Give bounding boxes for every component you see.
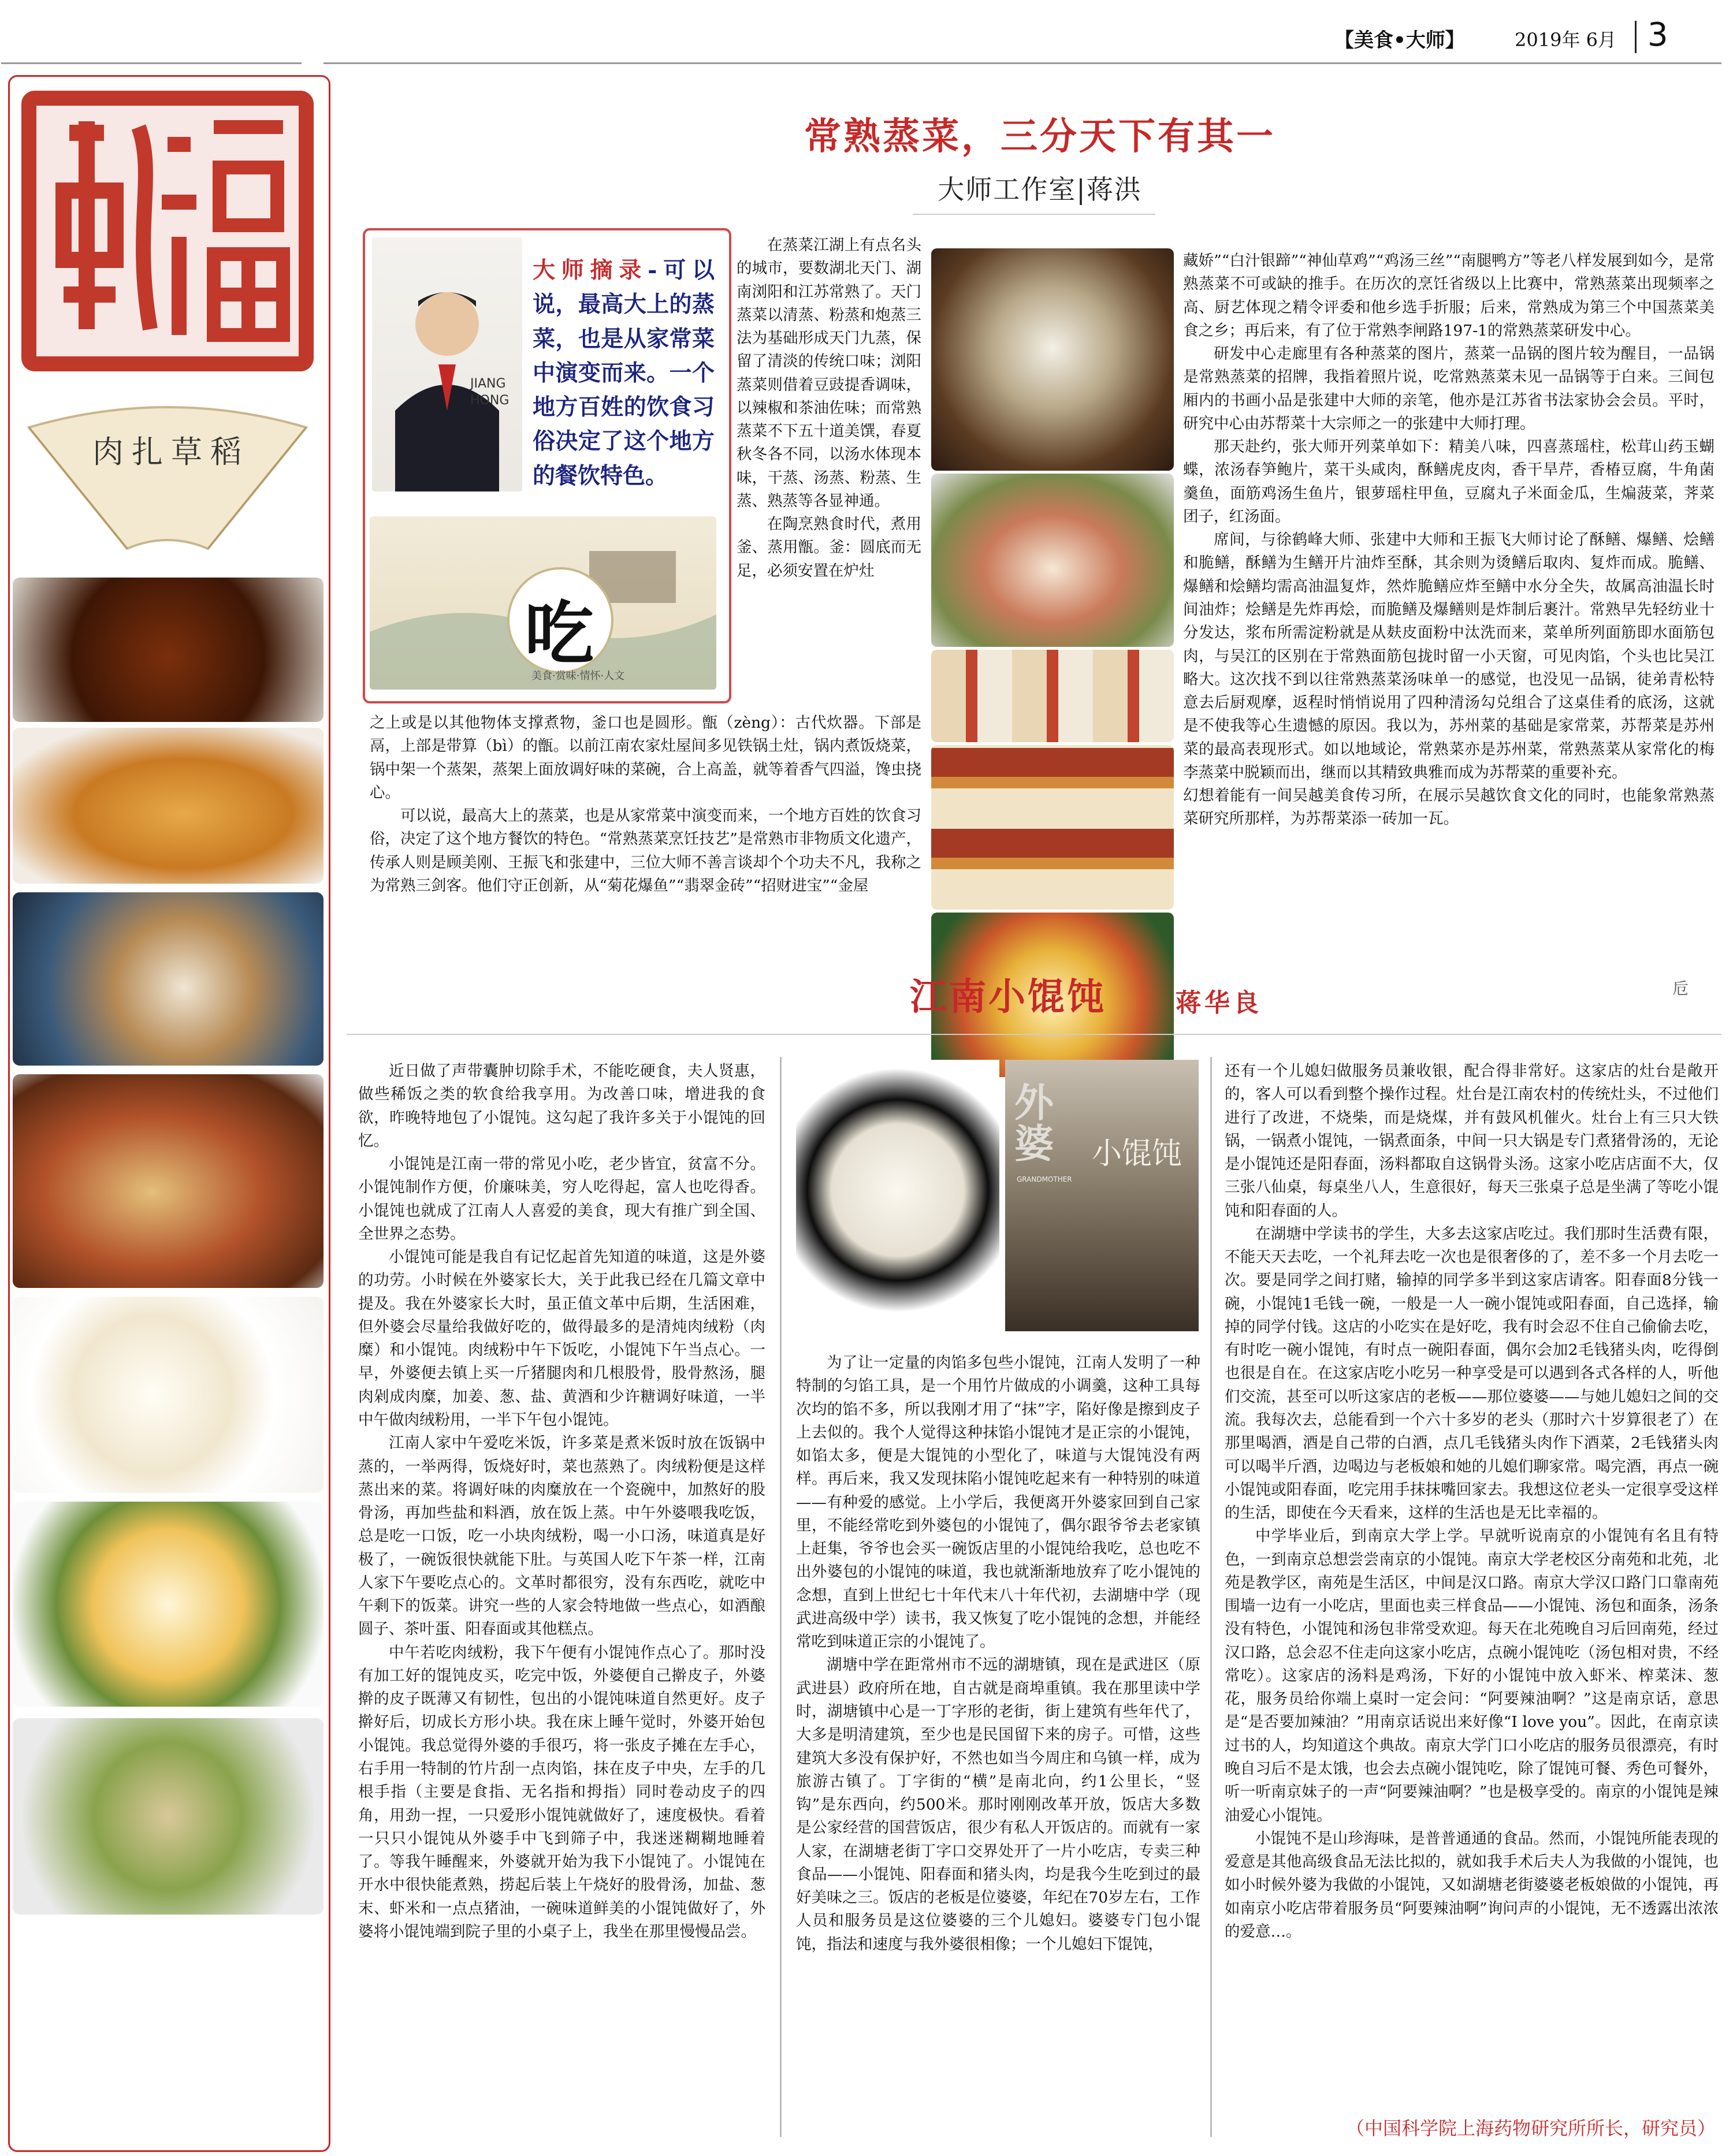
article1-column-wide	[370, 712, 921, 898]
paragraph: 幻想着能有一间吴越美食传习所，在展示吴越饮食文化的同时，也能象常熟蒸菜研究所那样，为苏帮菜添一砖加一瓦。	[1183, 787, 1715, 828]
paragraph: 近日做了声带囊肿切除手术，不能吃硬食，夫人贤惠，做些稀饭之类的软食给我享用。为改善口味，增进我的食欲，昨晚特地包了小馄饨。这勾起了我许多关于小馄饨的回忆。	[358, 1062, 765, 1150]
paragraph: 湖塘中学在距常州市不远的湖塘镇，现在是武进区（原武进县）政府所在地，自古就是商埠重镇。我在那里读中学时，湖塘镇中心是一丁字形的老街，街上建筑有些年代了，大多是明清建筑，至少也是民国留下来的房子。可惜，这些建筑大多没有保护好，不然也如当今周庄和乌镇一样，成为旅游古镇了。丁字街的“横”是南北向，约1公里长，“竖钩”是东西向，约500米。那时刚刚改革开放，饭店大多数是公家经营的国营饭店，很少有私人开饭店的。而就有一家人家，在湖塘老街丁字口交界处开了一片小吃店，专卖三种食品——小馄饨、阳春面和猪头肉，均是我今生吃到过的最好美味之三。饭店的老板是位婆婆，年纪在70岁左右，工作人员和服务员是这位婆婆的三个儿媳妇。婆婆专门包小馄饨，指法和速度与我外婆很相像；一个儿媳妇下馄饨，	[796, 1656, 1200, 1953]
column-divider	[780, 1057, 782, 2137]
page-number: 3	[1648, 16, 1668, 54]
paragraph: 为了让一定量的肉馅多包些小馄饨，江南人发明了一种特制的匀馅工具，是一个用竹片做成的小调羹，这种工具每次均的馅不多，所以我刚才用了“抹”字，陷好像是擦到皮子上去似的。我个人觉得这种抹馅小馄饨才是正宗的小馄饨，如馅太多，便是大馄饨的小型化了，味道与大馄饨没有两样。再后来，我又发现抹陷小馄饨吃起来有一种特别的味道——有种爱的感觉。上小学后，我便离开外婆家回到自己家里，不能经常吃到外婆包的小馄饨了，偶尔跟爷爷去老家镇上赶集，爷爷也会买一碗饭店里的小馄饨给我吃，总也吃不出外婆包的小馄饨的味道，我也就渐渐地放弃了吃小馄饨的念想，直到上世纪七十年代末八十年代初，去湖塘中学（现武进高级中学）读书，我又恢复了吃小馄饨的念想，并能经常吃到味道正宗的小馄饨了。	[796, 1354, 1200, 1651]
paragraph: 之上或是以其他物体支撑煮物，釜口也是圆形。甑（zèng）：古代炊器。下部是鬲，上部是带算（bì）的甑。以前江南农家灶屋间多见铁锅土灶，锅内煮饭烧菜，锅中架一个蒸架，蒸架上面放调好味的菜碗，合上高盖，就等着香气四溢，馋虫挠心。	[370, 714, 921, 802]
paragraph: 席间，与徐鹤峰大师、张建中大师和王振飞大师讨论了酥鳝、爆鳝、烩鳝和脆鳝，酥鳝为生鳝开片油炸至酥，其余则为烫鳝后取肉、复炸而成。脆鳝、爆鳝和烩鳝均需高油温复炸，然炸脆鳝应炸至鳝中水分全失，故属高油温长时间油炸；烩鳝是先炸再烩，而脆鳝及爆鳝则是炸制后裹汁。常熟早先轻纺业十分发达，浆布所需淀粉就是从麸皮面粉中汰洗而来，菜单所列面筋即水面筋包肉，与吴江的区别在于常熟面筋包拢时留一小天窗，可见肉馅，个头也比吴江略大。这次找不到以往常熟蒸菜汤味单一的感觉，也没见一品锅，徒弟青松特意去后厨观摩，返程时悄悄说用了四种清汤勾兑组合了这桌佳肴的底汤，这就是不使我等心生遗憾的原因。我以为，苏州菜的基础是家常菜，苏帮菜是苏州菜的最高表现形式。如以地域论，常熟菜亦是苏州菜，常熟蒸菜从家常化的梅李蒸菜中脱颖而出，继而以其精致典雅而成为苏帮菜的重要补充。	[1183, 531, 1715, 781]
photo-wonton-shop	[1005, 1060, 1199, 1331]
article1-byline: 大师工作室|蒋洪	[938, 174, 1142, 205]
food-photo-wonton-soup	[13, 1502, 323, 1707]
poster-caption: 美食·赏味·情怀·人文	[531, 670, 625, 682]
article2-column-1	[358, 1060, 765, 1943]
paragraph: 小馄饨可能是我自有记忆起首先知道的味道，这是外婆的功劳。小时候在外婆家长大，关于此我已经在几篇文章中提及。我在外婆家长大时，虽正值文革中后期，生活困难，但外婆会尽量给我做好吃的，做得最多的是清炖肉绒粉（肉糜）和小馄饨。肉绒粉中午下饭吃，小馄饨下午当点心。一早，外婆便去镇上买一斤猪腿肉和几根股骨，股骨熬汤，腿肉剁成肉糜，加姜、葱、盐、黄酒和少许糖调好味道，一半中午做肉绒粉用，一半下午包小馄饨。	[358, 1248, 765, 1429]
food-photo-green-dish	[13, 1718, 323, 1915]
paragraph: 小馄饨不是山珍海味，是普普通通的食品。然而，小馄饨所能表现的爱意是其他高级食品无法比拟的，就如我手术后夫人为我做的小馄饨，也如小时候外婆为我做的小馄饨，又如湖塘老街婆婆老板娘做的小馄饨，再如南京小吃店带着服务员“阿要辣油啊”询问声的小馄饨，无不透露出浓浓的爱意…。	[1225, 1829, 1719, 1941]
article2-column-2	[796, 1351, 1200, 1956]
photo-dish-grid	[931, 745, 1174, 910]
food-photo-crab-dish	[13, 1074, 323, 1288]
article2-top-rule	[347, 1034, 1721, 1035]
seal-image	[17, 87, 318, 375]
article1-title-rule	[913, 214, 1155, 215]
section-label: 【美食•大师】	[1334, 29, 1465, 52]
article1-column-right	[1183, 250, 1715, 831]
fan-text: 肉扎草稻	[92, 434, 250, 470]
article1-title: 常熟蒸菜，三分天下有其一	[804, 115, 1275, 158]
paragraph: 可以说，最高大上的蒸菜，也是从家常菜中演变而来，一个地方百姓的饮食习俗，决定了这个地方餐饮的特色。“常熟蒸菜烹饪技艺”是常熟市非物质文化遗产，传承人则是顾美刚、王振飞和张建中，三位大师不善言谈却个个功夫不凡，我称之为常熟三剑客。他们守正创新，从“菊花爆鱼”“翡翠金砖”“招财进宝”“金屋	[370, 807, 921, 895]
paragraph: 还有一个儿媳妇做服务员兼收银，配合得非常好。这家店的灶台是敞开的，客人可以看到整个操作过程。灶台是江南农村的传统灶头，不过他们进行了改进，不烧柴，而是烧煤，并有鼓风机催火。灶台上有三只大铁锅，一锅煮小馄饨，一锅煮面条，中间一只大锅是专门煮猪骨汤的，无论是小馄饨还是阳春面，汤料都取自这锅骨头汤。这家小吃店店面不大，仅三张八仙桌，每桌坐八人，生意很好，每天三张桌子总是坐满了等吃小馄饨和阳春面的人。	[1225, 1062, 1719, 1220]
header-rule	[323, 62, 1721, 64]
paragraph: 在陶烹熟食时代，煮用釜、蒸用甑。釜：圆底而无足，必须安置在炉灶	[737, 515, 921, 580]
paragraph: 在湖塘中学读书的学生，大多去这家店吃过。我们那时生活费有限，不能天天去吃，一个礼拜去吃一次也是很奢侈的了，差不多一个月去吃一次。要是同学之间打赌，输掉的同学多半到这家店请客。阳春面8分钱一碗，小馄饨1毛钱一碗，一般是一人一碗小馄饨或阳春面，自己选择，输掉的同学付钱。这店的小吃实在是好吃，我有时会忍不住自己偷偷去吃，有时吃一碗小馄饨，有时点一碗阳春面，偶尔会加2毛钱猪头肉，吃得倒也很是自在。在这家店吃小吃另一种享受是可以遇到各式各样的人，听他们交流，甚至可以听这家店的老板——那位婆婆——与她儿媳妇之间的交流。我每次去，总能看到一个六十多岁的老头（那时六十岁算很老了）在那里喝酒，酒是自己带的白酒，点几毛钱猪头肉作下酒菜，2毛钱猪头肉可以喝半斤酒，边喝边与老板娘和她的儿媳们聊家常。喝完酒，再点一碗小馄饨或阳春面，吃完用手抹抹嘴回家去。我想这位老头一定很享受这样的生活，即使在今天看来，这样的生活也是无比幸福的。	[1225, 1224, 1719, 1522]
portrait-name: JIANG HONG	[470, 377, 510, 408]
paragraph: 中学毕业后，到南京大学上学。早就听说南京的小馄饨有名且有特色，一到南京总想尝尝南京的小馄饨。南京大学老校区分南苑和北苑，北苑是教学区，南苑是生活区，中间是汉口路。南京大学汉口路门口靠南苑围墙一边有一小吃店，里面也卖三样食品——小馄饨、汤包和面条，汤条没有特色，小馄饨和汤包非常受欢迎。每天在北苑晚自习后回南苑，经过汉口路，总会忍不住走向这家小吃店，点碗小馄饨吃（汤包相对贵，不经常吃）。这家店的汤料是鸡汤，下好的小馄饨中放入虾米、榨菜沫、葱花，服务员给你端上桌时一定会问：“阿要辣油啊？”这是南京话，意思是“是否要加辣油？”用南京话说出来好像“I love you”。因此，在南京读过书的人，均知道这个典故。南京大学门口小吃店的服务员很漂亮，有时晚自习后不是太饿，也会去点碗小馄饨吃，除了馄饨可餐、秀色可餐外，听一听南京妹子的一声“阿要辣油啊？”也是极享受的。南京的小馄饨是辣油爱心小馄饨。	[1225, 1527, 1719, 1824]
article2-column-3	[1225, 1060, 1719, 1943]
food-photo-fried-cutlet	[13, 728, 323, 884]
end-mark: 卮	[1672, 979, 1689, 998]
food-photo-braised-crab	[13, 578, 323, 722]
photo-steamed-platter	[931, 474, 1174, 647]
portrait-photo	[372, 237, 522, 491]
article1-column-narrow	[737, 234, 921, 583]
quote-label: 大师摘录	[533, 257, 648, 284]
food-photo-soup-bowl	[13, 892, 323, 1066]
paragraph: 藏娇”“白汁银蹄”“神仙草鸡”“鸡汤三丝”“南腿鸭方”等老八样发展到如今，是常熟蒸菜不可或缺的推手。在历次的烹饪省级以上比赛中，常熟蒸菜出现频率之高、厨艺体现之精令评委和他乡选手折服；后来，常熟成为第三个中国蒸菜美食之乡；再后来，有了位于常熟李闸路197-1的常熟蒸菜研发中心。	[1183, 252, 1715, 340]
paragraph: 中午若吃肉绒粉，我下午便有小馄饨作点心了。那时没有加工好的馄饨皮买，吃完中饭，外婆便自己擀皮子，外婆擀的皮子既薄又有韧性，包出的小馄饨味道自然更好。皮子擀好后，切成长方形小块。我在床上睡午觉时，外婆开始包小馄饨。我总觉得外婆的手很巧，将一张皮子摊在左手心，右手用一特制的竹片刮一点肉馅，抹在皮子中央，左手的几根手指（主要是食指、无名指和拇指）同时卷动皮子的四角，用劲一捏，一只爱形小馄饨就做好了，速度极快。看着一只只小馄饨从外婆手中飞到筛子中，我迷迷糊糊地睡着了。等我午睡醒来，外婆就开始为我下小馄饨了。小馄饨在开水中很快能煮熟，捞起后装上午烧好的股骨汤，加盐、葱末、虾米和一点点猪油，一碗味道鲜美的小馄饨做好了，外婆将小馄饨端到院子里的小桌子上，我坐在那里慢慢品尝。	[358, 1643, 765, 1941]
article2-title: 江南小馄饨	[910, 975, 1106, 1019]
fan-image	[17, 393, 318, 566]
quote-text	[533, 254, 715, 493]
photo-wonton-bowl	[796, 1060, 999, 1331]
author-affiliation: （中国科学院上海药物研究所所长，研究员）	[1345, 2117, 1716, 2139]
shop-sign-big: 外婆	[1014, 1080, 1054, 1168]
issue-date: 2019年 6月	[1515, 29, 1616, 51]
paragraph: 研发中心走廊里有各种蒸菜的图片，蒸菜一品锅的图片较为醒目，一品锅是常熟蒸菜的招牌，我指着照片说，吃常熟蒸菜未见一品锅等于白来。三间包厢内的书画小品是张建中大师的亲笔，他亦是江苏省书法家协会会员。平时，研究中心由苏帮菜十大宗师之一的张建中大师打理。	[1183, 345, 1715, 433]
seal-icon	[17, 87, 318, 375]
shop-sign-en: GRANDMOTHER	[1017, 1175, 1072, 1183]
poster-char: 吃	[525, 593, 594, 675]
food-photo-noodle-bowl	[13, 1297, 323, 1493]
paragraph: 江南人家中午爱吃米饭，许多菜是煮米饭时放在饭锅中蒸的，一举两得，饭烧好时，菜也蒸熟了。肉绒粉便是这样蒸出来的菜。将调好味的肉糜放在一个瓷碗中，加熬好的股骨汤，再加些盐和料酒，放在饭上蒸。中午外婆喂我吃饭，总是吃一口饭，吃一小块肉绒粉，喝一小口汤，味道真是好极了，一碗饭很快就能下肚。与英国人吃下午茶一样，江南人家下午要吃点心的。文革时都很穷，没有东西吃，就吃中午剩下的饭菜。讲究一些的人家会特地做一些点心，如酒酿圆子、茶叶蛋、阳春面或其他糕点。	[358, 1434, 765, 1639]
header-rule-left	[1, 62, 302, 64]
paragraph: 小馄饨是江南一带的常见小吃，老少皆宜，贫富不分。小馄饨制作方便，价廉味美，穷人吃得起，富人也吃得香。小馄饨也就成了江南人人喜爱的美食，现大有推广到全国、全世界之态势。	[358, 1155, 765, 1243]
photo-banquet-table	[931, 650, 1174, 742]
paragraph: 那天赴约，张大师开列菜单如下：精美八味，四喜蒸瑶柱，松茸山药玉蝴蝶，浓汤春笋鲍片，菜干头咸肉，酥鳝虎皮肉，香干旱芹，香椿豆腐，牛角菌羹鱼，面筋鸡汤生鱼片，银萝瑶柱甲鱼，豆腐丸子米面金瓜，生煸菠菜，荠菜团子，红汤面。	[1183, 438, 1715, 526]
photo-steam-pots	[931, 248, 1174, 471]
page-header	[1323, 16, 1716, 57]
article2-author: 蒋华良	[1176, 988, 1262, 1018]
column-divider	[1210, 1057, 1212, 2137]
quote-body: -可以说，最高大上的蒸菜，也是从家常菜中演变而来。一个地方百姓的饮食习俗决定了这个地方的餐饮特色。	[533, 257, 715, 489]
paragraph: 在蒸菜江湖上有点名头的城市，要数湖北天门、湖南浏阳和江苏常熟了。天门蒸菜以清蒸、粉蒸和炮蒸三法为基础形成天门九蒸，保留了清淡的传统口味；浏阳蒸菜则借着豆豉提香调味，以辣椒和茶油佐味；而常熟蒸菜不下五十道美馔，春夏秋冬各不同，以汤水体现本味，干蒸、汤蒸、粉蒸、生蒸、熟蒸等各显神通。	[737, 236, 921, 510]
poster-image	[370, 516, 716, 690]
header-divider	[1635, 21, 1637, 53]
quote-box	[363, 228, 731, 703]
shop-sign: 小馄饨	[1092, 1137, 1182, 1171]
